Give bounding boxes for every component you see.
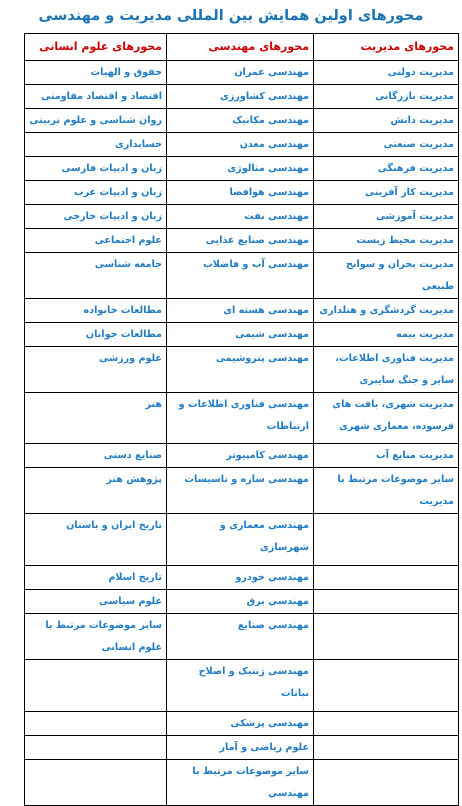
table-row [25, 61, 459, 85]
page-title: محورهای اولین همایش بین المللی مدیریت و مهندسی [38, 8, 424, 24]
engineering-cell: مهندسی پتروشیمی [167, 347, 314, 393]
engineering-cell: علوم ریاضی و آمار [167, 736, 314, 760]
engineering-cell: مهندسی خودرو [167, 566, 314, 590]
management-cell: مدیریت محیط زیست [314, 229, 459, 253]
management-cell [314, 614, 459, 660]
table-header-row [25, 34, 459, 61]
header-management: محورهای مدیریت [314, 34, 459, 61]
engineering-cell: مهندسی آب و فاضلاب [167, 253, 314, 299]
management-cell: مدیریت منابع آب [314, 444, 459, 468]
management-cell [314, 712, 459, 736]
humanities-cell: صنایع دستی [25, 444, 167, 468]
engineering-cell: مهندسی عمران [167, 61, 314, 85]
humanities-cell: هنر [25, 393, 167, 444]
humanities-cell: روان شناسی و علوم تربیتی [25, 109, 167, 133]
humanities-cell: زبان و ادبیات خارجی [25, 205, 167, 229]
humanities-cell: زبان و ادبیات عرب [25, 181, 167, 205]
engineering-cell: مهندسی مکانیک [167, 109, 314, 133]
engineering-cell: مهندسی معدن [167, 133, 314, 157]
humanities-cell: سایر موضوعات مرتبط با علوم انسانی [25, 614, 167, 660]
humanities-cell [25, 736, 167, 760]
management-cell: مدیریت کار آفرینی [314, 181, 459, 205]
engineering-cell: مهندسی پزشکی [167, 712, 314, 736]
humanities-cell: زبان و ادبیات فارسی [25, 157, 167, 181]
management-cell [314, 514, 459, 566]
humanities-cell: حسابداری [25, 133, 167, 157]
humanities-cell: علوم اجتماعی [25, 229, 167, 253]
management-cell: مدیریت دانش [314, 109, 459, 133]
table-row [25, 736, 459, 760]
header-engineering: محورهای مهندسی [167, 34, 314, 61]
management-cell: مدیریت بیمه [314, 323, 459, 347]
engineering-cell: مهندسی هوافضا [167, 181, 314, 205]
management-cell: مدیریت گردشگری و هتلداری [314, 299, 459, 323]
engineering-cell: مهندسی کامپیوتر [167, 444, 314, 468]
management-cell [314, 760, 459, 806]
humanities-cell: مطالعات جوانان [25, 323, 167, 347]
management-cell [314, 736, 459, 760]
table-row [25, 760, 459, 806]
management-cell: مدیریت فناوری اطلاعات، سایر و جنگ سایبری [314, 347, 459, 393]
engineering-cell: مهندسی شیمی [167, 323, 314, 347]
engineering-cell: مهندسی هسته ای [167, 299, 314, 323]
table-row [25, 660, 459, 712]
table-row [25, 253, 459, 299]
humanities-cell: علوم ورزشی [25, 347, 167, 393]
management-cell: مدیریت شهری، بافت های فرسوده، معماری شهری [314, 393, 459, 444]
engineering-cell: مهندسی سازه و تاسیسات [167, 468, 314, 514]
humanities-cell: تاریخ اسلام [25, 566, 167, 590]
table-row [25, 109, 459, 133]
management-cell: سایر موضوعات مرتبط با مدیریت [314, 468, 459, 514]
management-cell [314, 566, 459, 590]
humanities-cell [25, 712, 167, 736]
table-row [25, 468, 459, 514]
humanities-cell [25, 660, 167, 712]
table-row [25, 85, 459, 109]
engineering-cell: مهندسی صنایع [167, 614, 314, 660]
table-row [25, 181, 459, 205]
engineering-cell: مهندسی برق [167, 590, 314, 614]
table-row [25, 133, 459, 157]
table-row [25, 614, 459, 660]
engineering-cell: مهندسی صنایع غذایی [167, 229, 314, 253]
humanities-cell: حقوق و الهیات [25, 61, 167, 85]
engineering-cell: مهندسی معماری و شهرسازی [167, 514, 314, 566]
engineering-cell: مهندسی ژنتیک و اصلاح نباتات [167, 660, 314, 712]
table-row [25, 323, 459, 347]
engineering-cell: مهندسی کشاورزی [167, 85, 314, 109]
management-cell: مدیریت آموزشی [314, 205, 459, 229]
table-row [25, 393, 459, 444]
management-cell [314, 660, 459, 712]
table-row [25, 205, 459, 229]
humanities-cell: مطالعات خانواده [25, 299, 167, 323]
table-row [25, 566, 459, 590]
engineering-cell: سایر موضوعات مرتبط با مهندسی [167, 760, 314, 806]
humanities-cell: تاریخ ایران و باستان [25, 514, 167, 566]
table-row [25, 347, 459, 393]
engineering-cell: مهندسی فناوری اطلاعات و ارتباطات [167, 393, 314, 444]
table-row [25, 157, 459, 181]
management-cell: مدیریت صنعتی [314, 133, 459, 157]
table-row [25, 299, 459, 323]
humanities-cell: پژوهش هنر [25, 468, 167, 514]
engineering-cell: مهندسی متالوژی [167, 157, 314, 181]
management-cell: مدیریت بحران و سوانح طبیعی [314, 253, 459, 299]
topics-table [24, 33, 459, 806]
humanities-cell: اقتصاد و اقتصاد مقاومتی [25, 85, 167, 109]
header-humanities: محورهای علوم انسانی [25, 34, 167, 61]
table-row [25, 444, 459, 468]
table-row [25, 590, 459, 614]
management-cell: مدیریت دولتی [314, 61, 459, 85]
humanities-cell: جامعه شناسی [25, 253, 167, 299]
table-row [25, 712, 459, 736]
management-cell [314, 590, 459, 614]
humanities-cell: علوم سیاسی [25, 590, 167, 614]
humanities-cell [25, 760, 167, 806]
management-cell: مدیریت بازرگانی [314, 85, 459, 109]
engineering-cell: مهندسی نفت [167, 205, 314, 229]
management-cell: مدیریت فرهنگی [314, 157, 459, 181]
table-row [25, 514, 459, 566]
table-row [25, 229, 459, 253]
